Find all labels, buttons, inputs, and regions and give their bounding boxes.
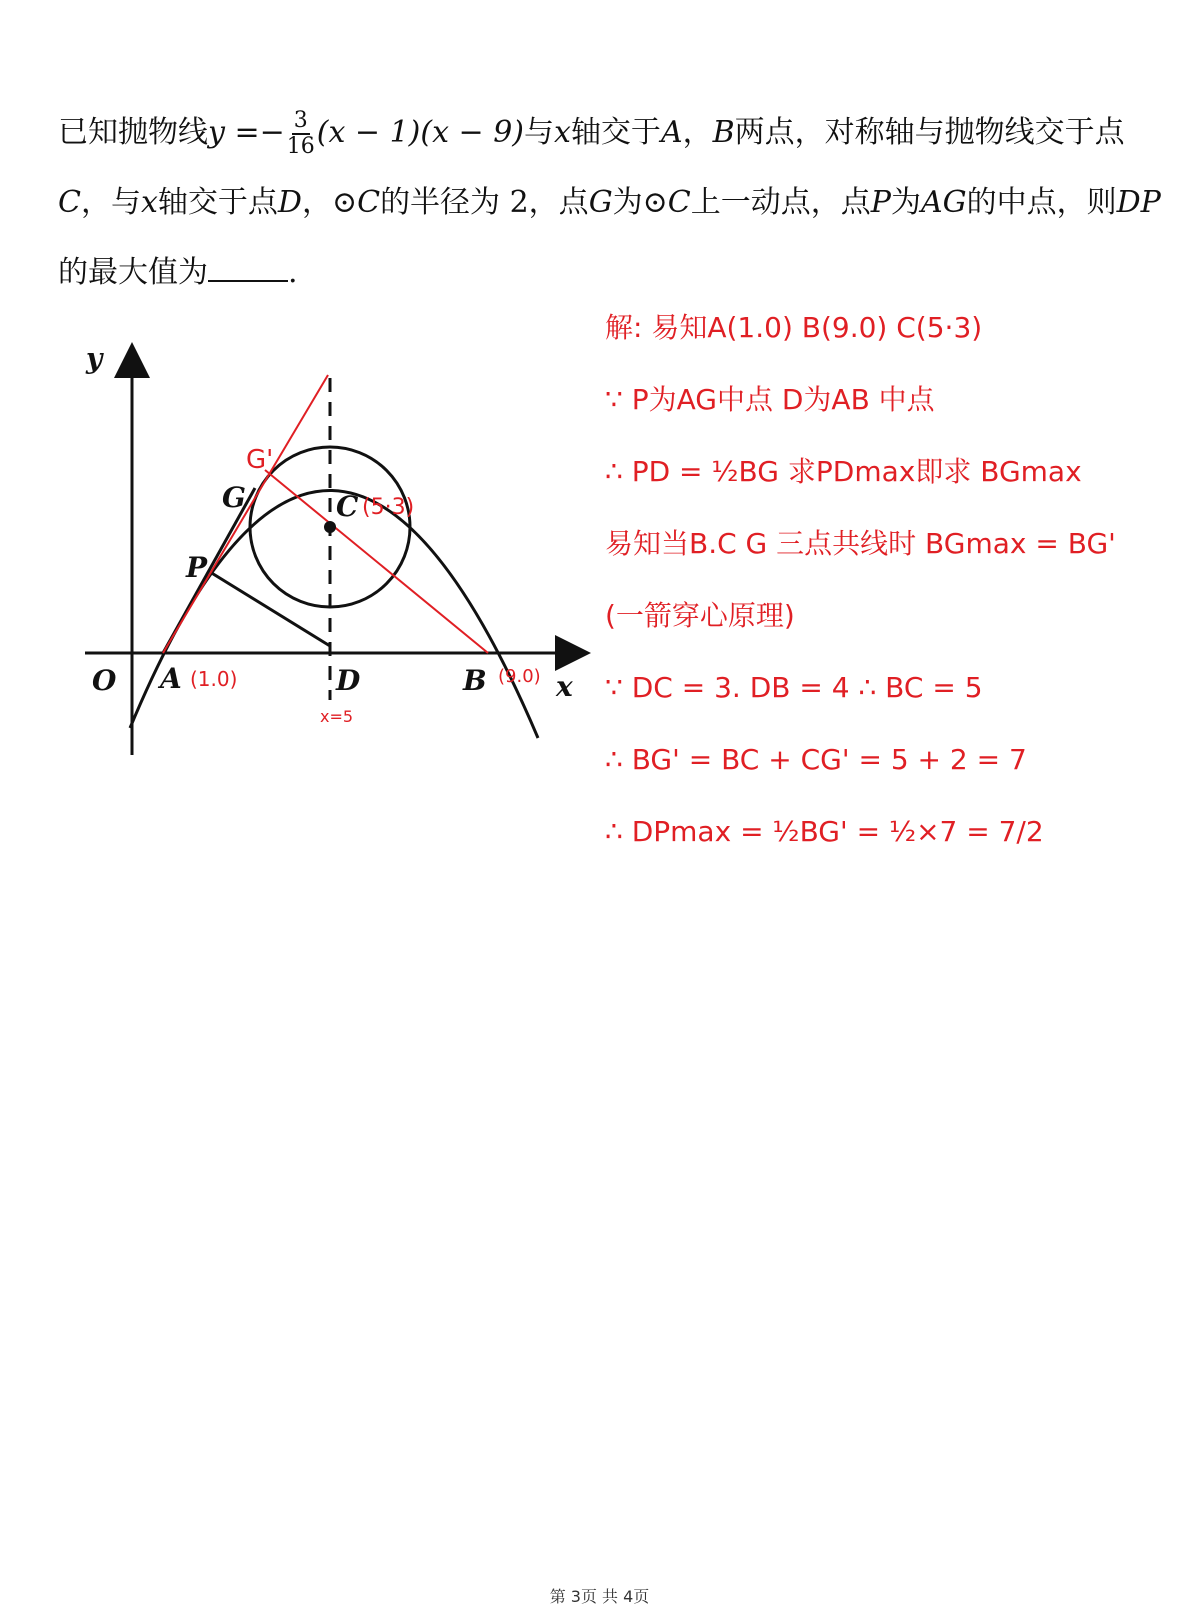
label-c: C [336,490,359,523]
label-o: O [92,664,117,697]
text: . [288,255,298,290]
text: 与 [524,115,555,150]
label-y: y [86,342,103,375]
fraction [287,109,315,159]
answer-blank[interactable] [208,254,288,282]
math-var: P [870,185,891,220]
label-a: A [160,662,182,695]
problem-line-1 [58,98,1148,168]
text: 轴交于点 [157,185,278,220]
label-p: P [186,551,208,584]
math-var: A [660,115,683,150]
math-var: DP [1116,185,1161,220]
fraction-denominator: 16 [286,134,315,159]
math-var: B [712,115,735,150]
problem-line-2 [58,168,1161,238]
text: 为 [890,185,921,220]
solution-line: ∴ DPmax = ½BG' = ½×7 = 7/2 [605,815,1044,848]
page-footer: 第 3页 共 4页 [549,1587,650,1606]
solution-line: ∴ BG' = BC + CG' = 5 + 2 = 7 [605,743,1027,776]
math-var: x [554,115,571,150]
text: 两点，对称轴与抛物线交于点 [734,115,1125,150]
math-var: x [140,185,158,220]
label-a-coord: (1.0) [190,667,238,691]
point-c [324,521,336,533]
label-x: x [556,670,573,703]
red-line-a-g-prime [163,375,328,653]
math-var: AG [920,185,967,220]
solution-line: 解: 易知A(1.0) B(9.0) C(5·3) [605,311,983,344]
label-g-prime: G' [246,445,274,475]
text: 为⊙ [612,185,668,220]
math-var: C [58,185,81,220]
segment-pd [210,572,330,646]
problem-statement [58,98,1161,308]
math-var: G [588,185,613,220]
math-var: C [667,185,691,220]
label-b-coord: (9.0) [498,666,541,687]
text: 上一动点，点 [690,185,871,220]
math-expr: (x − 1)(x − 9) [316,115,525,150]
solution-line: (一箭穿心原理) [605,599,795,632]
math-var: C [357,185,381,220]
solution-line: ∴ PD = ½BG 求PDmax即求 BGmax [605,455,1082,488]
solution-line: ∵ DC = 3. DB = 4 ∴ BC = 5 [605,671,983,704]
label-g: G [222,481,246,514]
solution-line: 易知当B.C G 三点共线时 BGmax = BG' [605,527,1116,560]
text: ，⊙ [301,185,358,220]
geometry-figure [80,330,600,770]
text: 的中点，则 [966,185,1117,220]
solution [605,292,1185,868]
math-op: =− [224,115,285,150]
math-var: y [208,115,225,150]
label-axis-eq: x=5 [320,707,354,726]
label-d: D [336,664,361,697]
text: 的半径为 2，点 [380,185,589,220]
solution-line: ∵ P为AG中点 D为AB 中点 [605,383,935,416]
text: 已知抛物线 [58,115,208,150]
text: ， [682,115,713,150]
text: ，与 [80,185,141,220]
text: 的最大值为 [58,255,208,290]
label-b: B [463,664,487,697]
label-c-coord: (5·3) [362,495,415,520]
math-var: D [277,185,302,220]
text: 轴交于 [570,115,661,150]
fraction-numerator: 3 [293,108,308,133]
